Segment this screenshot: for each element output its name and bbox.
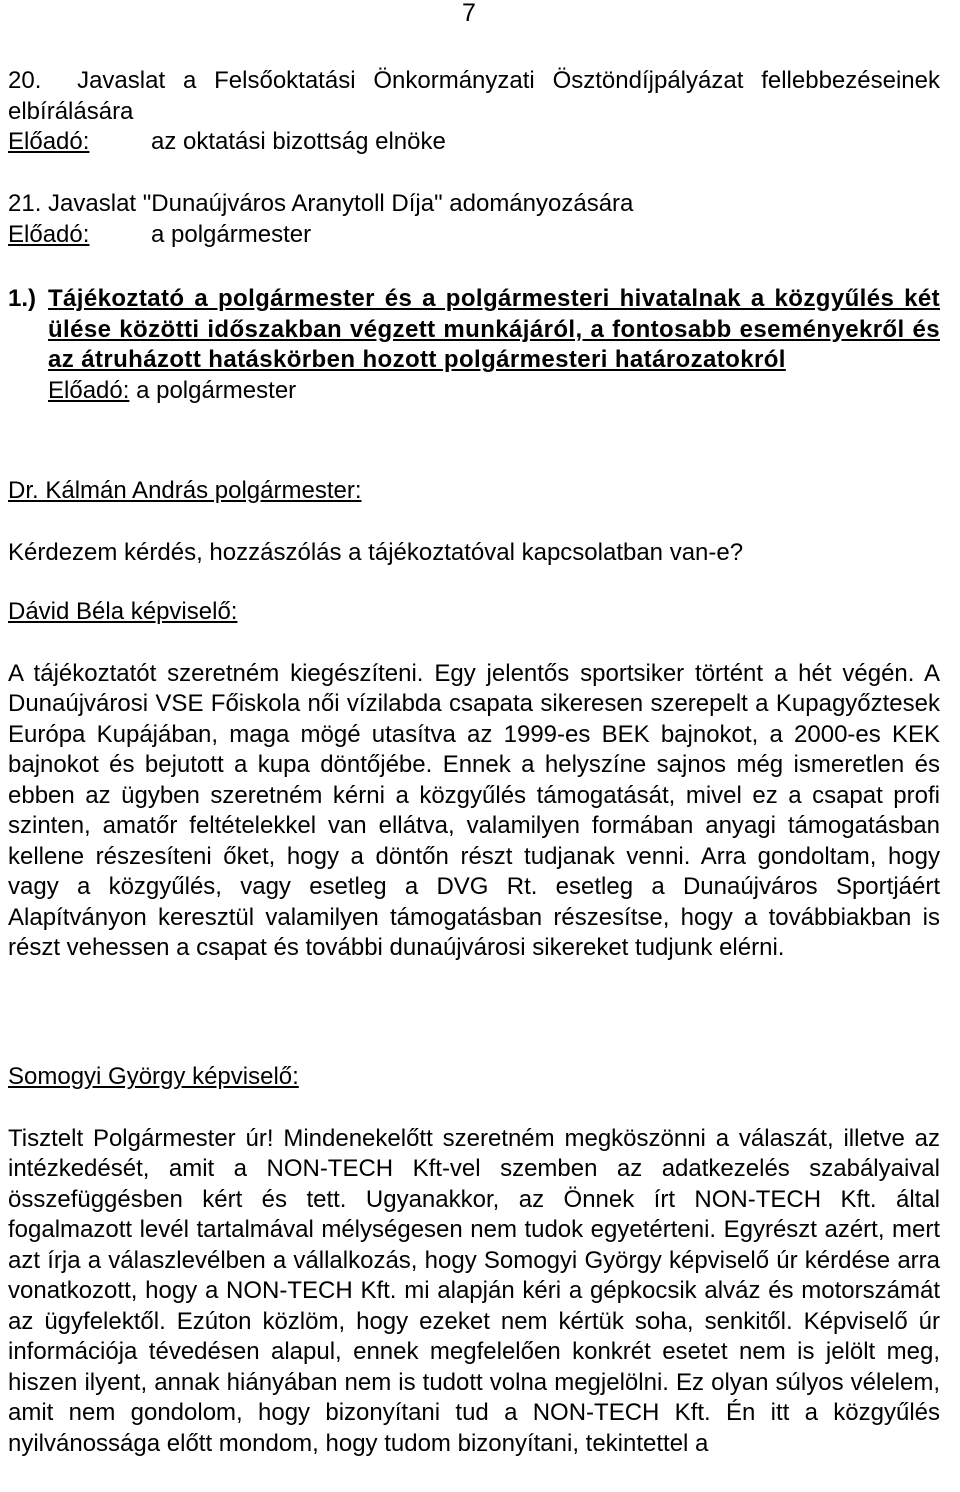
speech-david-bela [8,597,940,964]
presenter-label: Előadó: [8,128,90,155]
agenda-item-21-number: 21. [8,190,42,217]
speaker-name: Dávid Béla képviselő: [8,598,238,625]
agenda-item-21-title [8,189,940,220]
speech-somogyi-gyorgy [8,1062,940,1459]
speech-text: Tisztelt Polgármester úr! Mindenekelőtt szeretném megköszönni a válaszát, illetve az intézkedését, amit a NON-TECH Kft-vel szemben az adatkezelés szabályaival összefüggésben kért és tett. Ugyanakkor, az Önnek írt NON-TECH Kft. által fogalmazott levél tartalmával mélységesen nem tudok egyetérteni. Egyrészt azért, mert azt írja a válaszlevélben a vállalkozás, hogy Somogyi György képviselő úr kérdése arra vonatkozott, hogy a NON-TECH Kft. mi alapján kéri a gépkocsik alváz és motorszámát az ügyfelektől. Ezúton közlöm, hogy ezeket nem kértük soha, senkitől. Képviselő úr információja tévedésen alapul, ennek megfelelően konkrét esetet nem is jelölt meg, hiszen ilyent, annak hiányában nem is tudott volna megjelölni. Ez olyan súlyos vélelem, amit nem gondolom, hogy bizonyítani tud a NON-TECH Kft. Én itt a közgyűlés nyilvánossága előtt mondom, hogy tudom bizonyítani, tekintettel a [8,1124,940,1457]
agenda-item-20 [8,66,940,158]
agenda-item-20-number: 20. [8,67,42,94]
speech-text: A tájékoztatót szeretném kiegészíteni. Egy jelentős sportsiker történt a hét végén. A Dunaújvárosi VSE Főiskola női vízilabda csapata sikeresen szerepelt a Kupagyőztesek Európa Kupájában, maga mögé utasítva az 1999-es BEK bajnokot, a 2000-es KEK bajnokot és bejutott a kupa döntőjébe. Ennek a helyszíne sajnos még ismeretlen és ebben az ügyben szeretném kérni a közgyűlés támogatását, mivel ez a csapat profi szinten, amatőr feltételekkel van ellátva, valamilyen formában anyagi támogatásban kellene részesíteni őket, hogy a döntőn részt tudjanak venni. Arra gondoltam, hogy vagy a közgyűlés, vagy esetleg a DVG Rt. esetleg a Dunaújváros Sportjáért Alapítványon keresztül valamilyen támogatásban részesítse, hogy a továbbiakban is részt vehessen a csapat és további dunaújvárosi sikereket tudjunk elérni. [8,659,940,961]
presenter-name: a polgármester [151,220,312,248]
speaker-name: Somogyi György képviselő: [8,1063,299,1090]
agenda-item-20-text: Javaslat a Felsőoktatási Önkormányzati Ösztöndíjpályázat fellebbezéseinek elbírálására [8,67,940,125]
speech-mayor [8,476,940,568]
agenda-item-21 [8,189,940,250]
presenter-name: az oktatási bizottság elnöke [151,128,446,155]
agenda-item-1-title: Tájékoztató a polgármester és a polgármesteri hivatalnak a közgyűlés két ülése közötti időszakban végzett munkájáról, a fontosabb eseményekről és az átruházott hatáskörben hozott polgármesteri határozatokról [48,285,940,373]
agenda-item-20-presenter-line [8,127,940,158]
agenda-item-1 [8,284,940,406]
agenda-item-21-presenter-line [8,220,940,251]
agenda-item-1-presenter-line [8,376,940,407]
presenter-label: Előadó: [48,376,130,404]
presenter-name: a polgármester [136,376,297,404]
speech-text: Kérdezem kérdés, hozzászólás a tájékoztatóval kapcsolatban van-e? [8,538,744,566]
page-number: 7 [462,0,476,27]
agenda-item-20-title [8,66,940,127]
agenda-item-1-number: 1.) [8,285,37,312]
speaker-name: Dr. Kálmán András polgármester: [8,477,362,504]
presenter-label: Előadó: [8,220,90,248]
agenda-item-1-heading [8,284,940,376]
agenda-item-21-text: Javaslat "Dunaújváros Aranytoll Díja" adományozására [48,190,634,217]
